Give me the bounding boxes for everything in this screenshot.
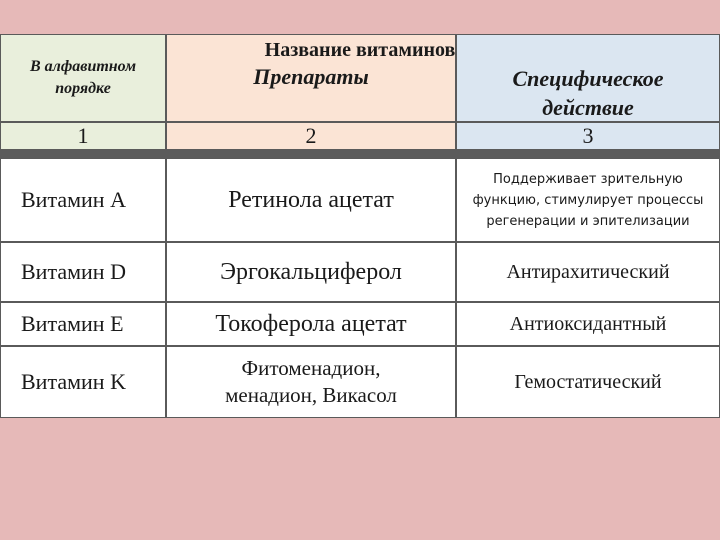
vitamin-name: Витамин K xyxy=(21,369,126,394)
preparation-name: Фитоменадион, менадион, Викасол xyxy=(225,356,397,407)
table-row-4-vitamin xyxy=(0,346,166,418)
table-row-1-action xyxy=(456,158,720,242)
num-3: 3 xyxy=(582,123,594,148)
table-row-2-action xyxy=(456,242,720,302)
col1-label: В алфавитном порядке xyxy=(29,58,137,97)
table-row-1-preparation xyxy=(166,158,456,242)
header-separator xyxy=(0,150,720,158)
action-text: Поддерживает зрительную функцию, стимулирует процессы регенерации и эпителизации xyxy=(472,171,704,229)
preparation-name: Ретинола ацетат xyxy=(228,186,394,213)
table-row-1-vitamin xyxy=(0,158,166,242)
group-title: Название витаминов xyxy=(264,39,456,61)
table-row-2-vitamin xyxy=(0,242,166,302)
table-row-3-preparation xyxy=(166,302,456,346)
num-cell-3 xyxy=(456,122,720,150)
num-cell-1 xyxy=(0,122,166,150)
preparation-name: Эргокальциферол xyxy=(220,258,402,285)
vitamin-name: Витамин A xyxy=(21,187,126,212)
action-text: Антиоксидантный xyxy=(509,312,667,335)
header-col1 xyxy=(0,34,166,122)
action-text: Антирахитический xyxy=(506,260,670,283)
preparation-name: Токоферола ацетат xyxy=(215,310,407,337)
table-row-4-action xyxy=(456,346,720,418)
num-2: 2 xyxy=(305,123,317,148)
num-cell-2 xyxy=(166,122,456,150)
table-row-3-vitamin xyxy=(0,302,166,346)
vitamin-name: Витамин E xyxy=(21,311,124,336)
action-text: Гемостатический xyxy=(514,370,662,393)
table-row-3-action xyxy=(456,302,720,346)
vitamin-name: Витамин D xyxy=(21,259,126,284)
col3-label: Специфическое действие xyxy=(512,66,664,120)
table-row-2-preparation xyxy=(166,242,456,302)
table-row-4-preparation xyxy=(166,346,456,418)
vitamins-table xyxy=(0,34,720,418)
num-1: 1 xyxy=(77,123,89,148)
col2-label: Препараты xyxy=(253,64,369,89)
